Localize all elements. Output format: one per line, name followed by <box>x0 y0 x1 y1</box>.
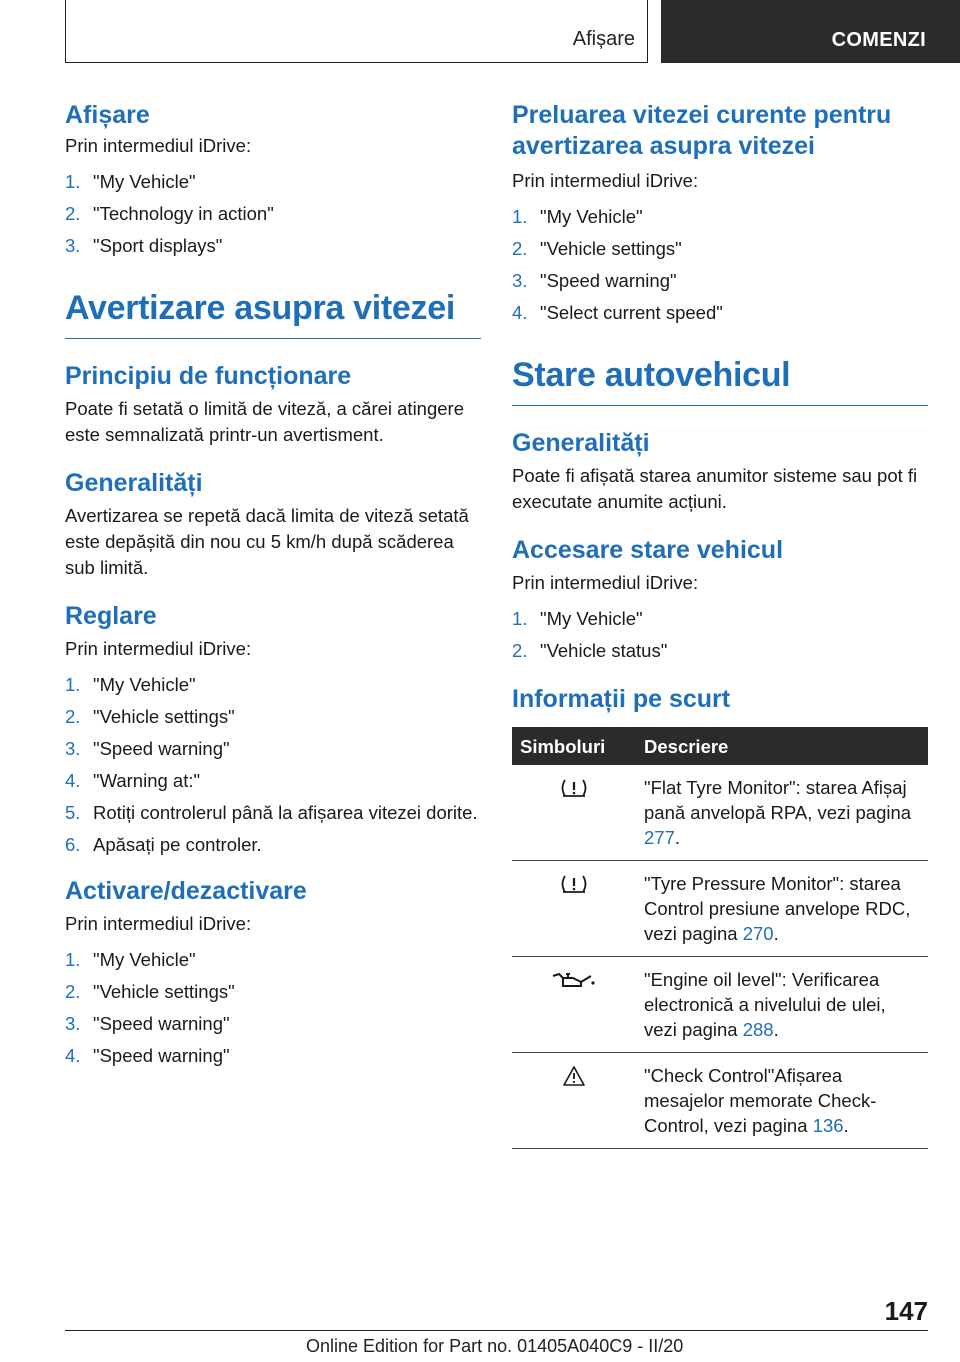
list-item: 3. "Speed warning" <box>65 738 230 759</box>
afisare-steps <box>65 169 481 259</box>
table-cell-description: "Flat Tyre Monitor": starea Afișaj pană anvelopă RPA, vezi pagina 277. <box>636 765 928 861</box>
stare-generalitati-heading: Generalități <box>512 429 650 457</box>
page-reference-link[interactable]: 270 <box>742 923 774 944</box>
reglare-steps <box>65 672 481 858</box>
list-item: 2. "Vehicle settings" <box>65 706 235 727</box>
generalitati-text: Avertizarea se repetă dacă limita de viteză setată este depășită din nou cu 5 km/h după scăderea sub limită. <box>65 505 469 578</box>
oil-can-icon <box>551 969 597 991</box>
accesare-heading: Accesare stare vehicul <box>512 536 784 564</box>
page-number: 147 <box>884 1296 928 1326</box>
list-item: 5. Rotiți controlerul până la afișarea vitezei dorite. <box>65 802 478 823</box>
footer-divider <box>65 1330 928 1331</box>
preluare-intro: Prin intermediul iDrive: <box>512 170 699 191</box>
list-item: 4. "Warning at:" <box>65 770 201 791</box>
tire-pressure-icon <box>559 777 589 799</box>
accesare-steps <box>512 606 928 664</box>
informatii-heading: Informații pe scurt <box>512 685 731 713</box>
accesare-intro: Prin intermediul iDrive: <box>512 572 699 593</box>
tire-pressure-icon <box>559 873 589 895</box>
table-cell-description: "Tyre Pressure Monitor": starea Control presiune anvelope RDC, vezi pagina 270. <box>636 861 928 957</box>
list-item: 4. "Speed warning" <box>65 1045 230 1066</box>
table-cell-description: "Engine oil level": Verificarea electronică a nivelului de ulei, vezi pagina 288. <box>636 957 928 1053</box>
left-column <box>65 100 481 1075</box>
reglare-intro: Prin intermediul iDrive: <box>65 638 252 659</box>
warning-triangle-icon <box>562 1065 586 1087</box>
stare-generalitati-text: Poate fi afișată starea anumitor sisteme sau pot fi executate anumite acțiuni. <box>512 465 918 512</box>
reglare-heading: Reglare <box>65 602 157 630</box>
list-item: 2. "Vehicle settings" <box>512 238 682 259</box>
generalitati-heading: Generalități <box>65 469 203 497</box>
table-cell-description: "Check Control"Afișarea mesajelor memorate Check-Control, vezi pagina 136. <box>636 1053 928 1149</box>
table-row <box>512 861 928 957</box>
page-reference-link[interactable]: 288 <box>742 1019 774 1040</box>
list-item: 1. "My Vehicle" <box>65 674 196 695</box>
header-section-box <box>65 0 648 63</box>
page-reference-link[interactable]: 277 <box>644 827 675 848</box>
preluare-heading: Preluarea vitezei curente pentru avertizarea asupra vitezei <box>512 101 892 160</box>
table-row <box>512 1053 928 1149</box>
preluare-steps <box>512 204 928 326</box>
symbols-table <box>512 727 928 1149</box>
list-item: 2. "Technology in action" <box>65 203 274 224</box>
list-item: 1. "My Vehicle" <box>65 949 196 970</box>
header-section-title: Afișare <box>572 28 635 50</box>
table-header-symbols: Simboluri <box>512 727 636 765</box>
table-header-row <box>512 727 928 765</box>
list-item: 3. "Speed warning" <box>65 1013 230 1034</box>
list-item: 4. "Select current speed" <box>512 302 723 323</box>
right-column <box>512 100 928 1149</box>
activare-heading: Activare/dezactivare <box>65 877 307 905</box>
list-item: 3. "Speed warning" <box>512 270 677 291</box>
list-item: 1. "My Vehicle" <box>65 171 196 192</box>
list-item: 1. "My Vehicle" <box>512 206 643 227</box>
list-item: 3. "Sport displays" <box>65 235 223 256</box>
principiu-heading: Principiu de funcționare <box>65 362 352 390</box>
table-row <box>512 765 928 861</box>
activare-steps <box>65 947 481 1069</box>
speed-warning-section-title: Avertizare asupra vitezei <box>65 289 481 339</box>
stare-section-title: Stare autovehicul <box>512 356 928 406</box>
table-header-description: Descriere <box>636 727 928 765</box>
activare-intro: Prin intermediul iDrive: <box>65 913 252 934</box>
list-item: 2. "Vehicle status" <box>512 640 668 661</box>
principiu-text: Poate fi setată o limită de viteză, a cărei atingere este semnalizată printr-un avertisment. <box>65 398 464 445</box>
footer-edition: Online Edition for Part no. 01405A040C9 - II/20 <box>306 1336 684 1356</box>
table-row <box>512 957 928 1053</box>
list-item: 6. Apăsați pe controler. <box>65 834 262 855</box>
header-chapter-tab <box>661 0 960 63</box>
list-item: 2. "Vehicle settings" <box>65 981 235 1002</box>
afisare-intro: Prin intermediul iDrive: <box>65 135 252 156</box>
list-item: 1. "My Vehicle" <box>512 608 643 629</box>
afisare-heading: Afișare <box>65 101 150 129</box>
page-reference-link[interactable]: 136 <box>812 1115 844 1136</box>
header-chapter-title: COMENZI <box>831 29 926 51</box>
